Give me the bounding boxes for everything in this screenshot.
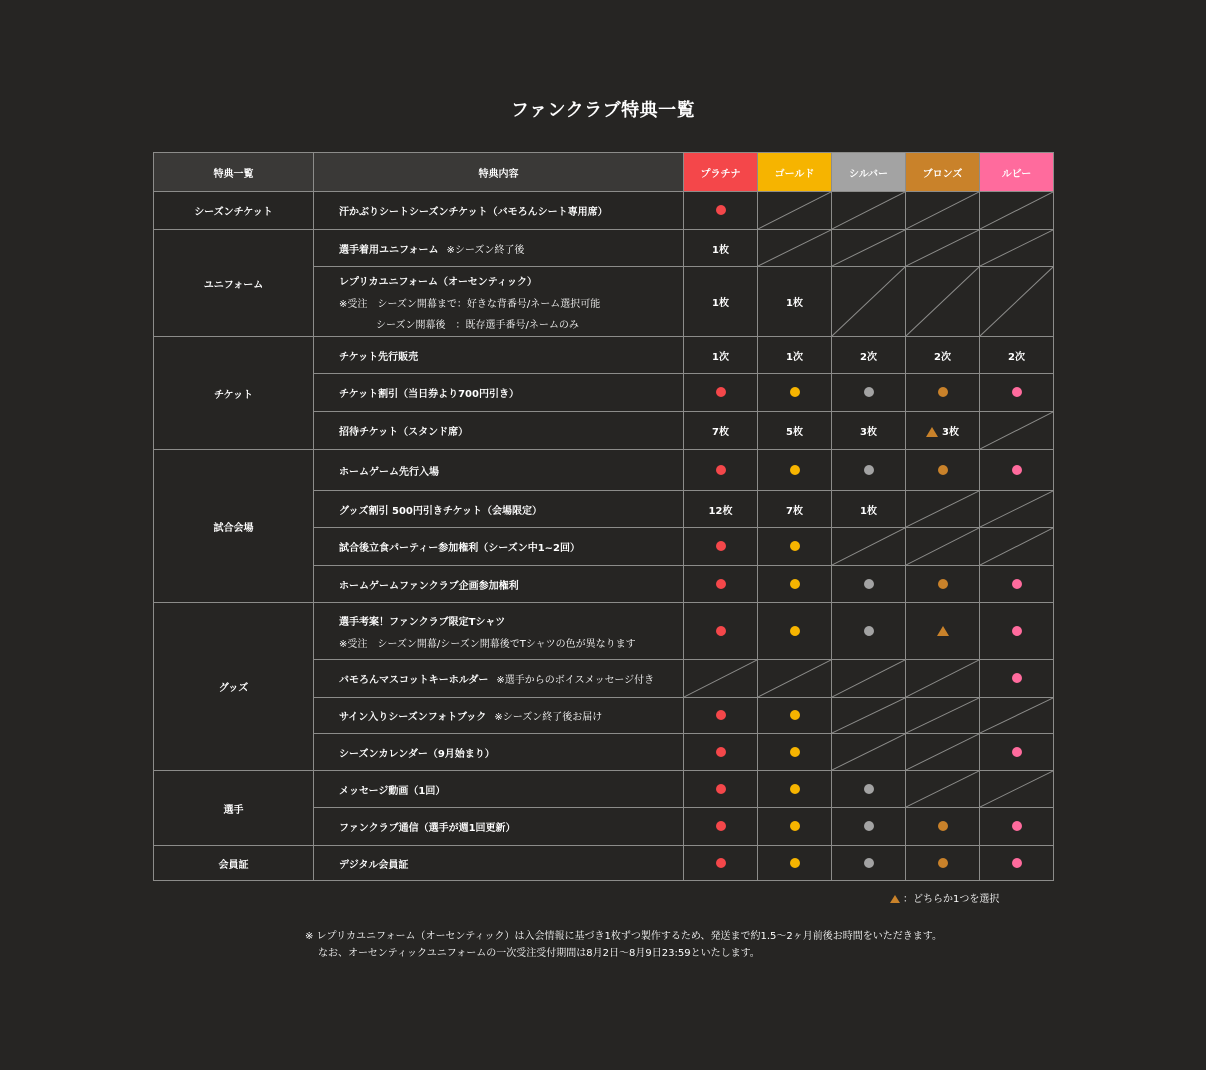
cell-platinum — [684, 192, 758, 230]
dot-icon — [790, 387, 800, 397]
cell-ruby — [980, 566, 1054, 603]
not-available-slash — [832, 698, 905, 733]
not-available-slash — [980, 412, 1053, 449]
cell-value: 2次 — [934, 351, 951, 363]
row-title: 招待チケット（スタンド席） — [339, 427, 469, 438]
cell-gold — [758, 491, 832, 528]
slash-line — [832, 528, 905, 565]
not-available-slash — [758, 230, 831, 266]
not-available-slash — [758, 192, 831, 229]
cell-gold — [758, 660, 832, 698]
cell-platinum — [684, 412, 758, 450]
slash-line — [906, 660, 979, 697]
cell-gold — [758, 337, 832, 374]
dot-icon — [864, 821, 874, 831]
legend — [890, 890, 999, 905]
dot-icon — [1012, 387, 1022, 397]
footnote-line-1: ※ レプリカユニフォーム（オーセンティック）は入会情報に基づき1枚ずつ製作するため、発送まで約1.5〜2ヶ月前後お時間をいただきます。 — [305, 931, 942, 942]
cell-value: 5枚 — [786, 427, 803, 438]
slash-line — [832, 267, 905, 336]
row-desc — [314, 412, 684, 450]
cell-bronze — [906, 337, 980, 374]
not-available-slash — [832, 230, 905, 266]
slash-line — [980, 698, 1053, 733]
row-title: チケット割引（当日券より700円引き） — [339, 389, 519, 400]
cell-ruby — [980, 230, 1054, 267]
tier-bronze: ブロンズ — [906, 153, 980, 192]
dot-icon — [716, 541, 726, 551]
benefits-table — [153, 152, 1054, 881]
cell-ruby — [980, 337, 1054, 374]
cell-bronze — [906, 450, 980, 491]
not-available-slash — [906, 267, 979, 336]
row-title: 汗かぶりシートシーズンチケット（バモろんシート専用席） — [339, 207, 608, 218]
row-note: ※シーズン終了後お届け — [494, 712, 603, 723]
cell-silver — [832, 603, 906, 660]
not-available-slash — [906, 528, 979, 565]
cell-platinum — [684, 846, 758, 881]
cell-value: 1枚 — [860, 505, 877, 517]
cell-platinum — [684, 450, 758, 491]
cell-bronze — [906, 603, 980, 660]
cell-gold — [758, 846, 832, 881]
tier-ruby: ルビー — [980, 153, 1054, 192]
table-row — [154, 846, 1054, 881]
dot-icon — [790, 710, 800, 720]
row-title: ホームゲーム先行入場 — [339, 466, 439, 478]
cell-platinum — [684, 491, 758, 528]
row-note: ※シーズン終了後 — [446, 244, 525, 256]
cell-gold — [758, 566, 832, 603]
row-title: グッズ割引 500円引きチケット（会場限定） — [339, 505, 542, 517]
tier-platinum: プラチナ — [684, 153, 758, 192]
row-title: チケット先行販売 — [339, 351, 419, 363]
cell-gold — [758, 412, 832, 450]
dot-icon — [790, 465, 800, 475]
dot-icon — [716, 579, 726, 589]
cell-ruby — [980, 374, 1054, 412]
row-note-line: ※受注 シーズン開幕/シーズン開幕後でTシャツの色が異なります — [339, 638, 636, 650]
cell-gold — [758, 771, 832, 808]
category-player: 選手 — [154, 771, 314, 846]
row-title: 選手着用ユニフォーム — [339, 244, 439, 256]
cell-bronze — [906, 491, 980, 528]
cell-bronze — [906, 267, 980, 337]
table-row — [154, 771, 1054, 808]
slash-line — [906, 734, 979, 770]
cell-gold — [758, 603, 832, 660]
footnote-line-2: なお、オーセンティックユニフォームの一次受注受付期間は8月2日〜8月9日23:59といたします。 — [318, 948, 760, 959]
not-available-slash — [980, 528, 1053, 565]
footnote — [305, 928, 942, 962]
triangle-icon — [937, 626, 949, 636]
not-available-slash — [906, 192, 979, 229]
slash-line — [906, 267, 979, 336]
cell-platinum — [684, 528, 758, 566]
slash-line — [906, 528, 979, 565]
cell-platinum — [684, 337, 758, 374]
dot-icon — [716, 858, 726, 868]
row-desc — [314, 267, 684, 337]
cell-value: 7枚 — [712, 427, 729, 438]
row-desc — [314, 528, 684, 566]
not-available-slash — [906, 734, 979, 770]
cell-platinum — [684, 771, 758, 808]
row-title: シーズンカレンダー（9月始まり） — [339, 748, 495, 760]
row-title: バモろんマスコットキーホルダー — [339, 675, 489, 686]
cell-silver — [832, 698, 906, 734]
tier-silver: シルバー — [832, 153, 906, 192]
cell-bronze — [906, 230, 980, 267]
slash-line — [832, 660, 905, 697]
slash-line — [906, 230, 979, 266]
cell-gold — [758, 450, 832, 491]
cell-silver — [832, 566, 906, 603]
row-title: ファンクラブ通信（選手が週1回更新） — [339, 823, 516, 834]
row-note-line: ※受注 シーズン開幕まで：好きな背番号/ネーム選択可能 — [339, 298, 601, 310]
category-venue: 試合会場 — [154, 450, 314, 603]
cell-ruby — [980, 846, 1054, 881]
dot-icon — [790, 579, 800, 589]
cell-value: 7枚 — [786, 505, 803, 517]
not-available-slash — [758, 660, 831, 697]
row-note-line: シーズン開幕後 ：既存選手番号/ネームのみ — [376, 319, 579, 331]
not-available-slash — [980, 230, 1053, 266]
dot-icon — [1012, 465, 1022, 475]
cell-silver — [832, 230, 906, 267]
row-title: レプリカユニフォーム（オーセンティック） — [339, 276, 537, 288]
row-note: ※選手からのボイスメッセージ付き — [496, 675, 655, 686]
dot-icon — [1012, 821, 1022, 831]
row-desc — [314, 192, 684, 230]
slash-line — [832, 192, 905, 229]
category-uniform: ユニフォーム — [154, 230, 314, 337]
slash-line — [980, 528, 1053, 565]
triangle-icon — [890, 895, 900, 903]
cell-silver — [832, 412, 906, 450]
cell-silver — [832, 374, 906, 412]
cell-silver — [832, 267, 906, 337]
cell-bronze — [906, 412, 980, 450]
cell-gold — [758, 267, 832, 337]
row-desc — [314, 374, 684, 412]
cell-bronze — [906, 374, 980, 412]
not-available-slash — [906, 698, 979, 733]
dot-icon — [790, 821, 800, 831]
cell-bronze — [906, 808, 980, 846]
cell-bronze — [906, 566, 980, 603]
cell-gold — [758, 808, 832, 846]
slash-line — [832, 230, 905, 266]
cell-platinum — [684, 566, 758, 603]
table-row — [154, 603, 1054, 660]
dot-icon — [1012, 626, 1022, 636]
cell-bronze — [906, 528, 980, 566]
cell-silver — [832, 734, 906, 771]
cell-ruby — [980, 491, 1054, 528]
cell-ruby — [980, 603, 1054, 660]
table-row — [154, 192, 1054, 230]
row-desc — [314, 337, 684, 374]
slash-line — [832, 734, 905, 770]
dot-icon — [716, 626, 726, 636]
slash-line — [684, 660, 757, 697]
cell-gold — [758, 698, 832, 734]
dot-icon — [938, 465, 948, 475]
not-available-slash — [980, 267, 1053, 336]
slash-line — [980, 267, 1053, 336]
row-desc — [314, 846, 684, 881]
not-available-slash — [832, 734, 905, 770]
dot-icon — [864, 784, 874, 794]
slash-line — [980, 192, 1053, 229]
cell-ruby — [980, 192, 1054, 230]
row-desc — [314, 808, 684, 846]
row-desc — [314, 450, 684, 491]
row-title: ホームゲームファンクラブ企画参加権利 — [339, 580, 519, 592]
cell-silver — [832, 660, 906, 698]
not-available-slash — [980, 698, 1053, 733]
cell-bronze — [906, 192, 980, 230]
header-content: 特典内容 — [314, 153, 684, 192]
cell-ruby — [980, 660, 1054, 698]
dot-icon — [1012, 673, 1022, 683]
tier-gold: ゴールド — [758, 153, 832, 192]
slash-line — [980, 491, 1053, 527]
dot-icon — [938, 821, 948, 831]
cell-ruby — [980, 771, 1054, 808]
cell-platinum — [684, 660, 758, 698]
slash-line — [758, 230, 831, 266]
slash-line — [906, 771, 979, 807]
slash-line — [980, 771, 1053, 807]
cell-ruby — [980, 450, 1054, 491]
not-available-slash — [906, 771, 979, 807]
header-row — [154, 153, 1054, 192]
row-desc — [314, 491, 684, 528]
row-desc — [314, 660, 684, 698]
dot-icon — [716, 784, 726, 794]
not-available-slash — [832, 528, 905, 565]
cell-ruby — [980, 808, 1054, 846]
cell-ruby — [980, 412, 1054, 450]
cell-gold — [758, 734, 832, 771]
cell-silver — [832, 808, 906, 846]
dot-icon — [1012, 579, 1022, 589]
cell-ruby — [980, 698, 1054, 734]
row-desc — [314, 698, 684, 734]
cell-platinum — [684, 734, 758, 771]
dot-icon — [716, 205, 726, 215]
category-ticket: チケット — [154, 337, 314, 450]
not-available-slash — [832, 660, 905, 697]
cell-gold — [758, 374, 832, 412]
table-row — [154, 230, 1054, 267]
page-title: ファンクラブ特典一覧 — [510, 100, 696, 121]
category-goods: グッズ — [154, 603, 314, 771]
row-desc — [314, 603, 684, 660]
cell-value: 1枚 — [712, 298, 729, 309]
cell-platinum — [684, 374, 758, 412]
cell-bronze — [906, 698, 980, 734]
cell-ruby — [980, 734, 1054, 771]
dot-icon — [716, 465, 726, 475]
cell-platinum — [684, 808, 758, 846]
cell-platinum — [684, 698, 758, 734]
slash-line — [758, 660, 831, 697]
not-available-slash — [832, 267, 905, 336]
cell-value: 2次 — [860, 351, 877, 363]
cell-silver — [832, 771, 906, 808]
cell-platinum — [684, 230, 758, 267]
cell-silver — [832, 846, 906, 881]
cell-silver — [832, 528, 906, 566]
row-title: 試合後立食パーティー参加権利（シーズン中1~2回） — [339, 543, 580, 554]
not-available-slash — [906, 491, 979, 527]
cell-value: 2次 — [1008, 351, 1025, 363]
dot-icon — [938, 387, 948, 397]
table-row — [154, 450, 1054, 491]
row-title: 選手考案！ファンクラブ限定Tシャツ — [339, 616, 506, 628]
cell-gold — [758, 192, 832, 230]
cell-silver — [832, 450, 906, 491]
dot-icon — [716, 747, 726, 757]
row-title: デジタル会員証 — [339, 859, 409, 871]
dot-icon — [1012, 747, 1022, 757]
not-available-slash — [980, 192, 1053, 229]
table-row — [154, 337, 1054, 374]
cell-silver — [832, 192, 906, 230]
cell-value: 1枚 — [786, 298, 803, 309]
dot-icon — [938, 579, 948, 589]
category-card: 会員証 — [154, 846, 314, 881]
dot-icon — [716, 821, 726, 831]
cell-bronze — [906, 846, 980, 881]
dot-icon — [716, 387, 726, 397]
dot-icon — [864, 858, 874, 868]
row-desc — [314, 566, 684, 603]
not-available-slash — [684, 660, 757, 697]
dot-icon — [790, 747, 800, 757]
cell-bronze — [906, 660, 980, 698]
not-available-slash — [980, 771, 1053, 807]
triangle-icon — [926, 427, 938, 437]
cell-gold — [758, 230, 832, 267]
row-title: サイン入りシーズンフォトブック — [339, 712, 487, 723]
cell-ruby — [980, 528, 1054, 566]
dot-icon — [790, 858, 800, 868]
dot-icon — [864, 626, 874, 636]
not-available-slash — [980, 491, 1053, 527]
header-category: 特典一覧 — [154, 153, 314, 192]
cell-value: 3枚 — [860, 427, 877, 438]
dot-icon — [716, 710, 726, 720]
row-title: メッセージ動画（1回） — [339, 785, 446, 797]
slash-line — [832, 698, 905, 733]
cell-value: 1枚 — [712, 244, 729, 256]
cell-value: 1次 — [786, 351, 803, 363]
dot-icon — [864, 387, 874, 397]
not-available-slash — [832, 192, 905, 229]
dot-icon — [938, 858, 948, 868]
slash-line — [906, 698, 979, 733]
dot-icon — [790, 541, 800, 551]
dot-icon — [1012, 858, 1022, 868]
cell-value: 12枚 — [708, 505, 733, 517]
legend-text: ：どちらか1つを選択 — [903, 894, 1000, 905]
cell-platinum — [684, 603, 758, 660]
slash-line — [980, 412, 1053, 449]
cell-value: 1次 — [712, 351, 729, 363]
dot-icon — [790, 626, 800, 636]
slash-line — [906, 192, 979, 229]
row-desc — [314, 734, 684, 771]
cell-silver — [832, 337, 906, 374]
cell-platinum — [684, 267, 758, 337]
not-available-slash — [906, 230, 979, 266]
slash-line — [980, 230, 1053, 266]
dot-icon — [864, 465, 874, 475]
cell-silver — [832, 491, 906, 528]
cell-bronze — [906, 771, 980, 808]
dot-icon — [864, 579, 874, 589]
cell-gold — [758, 528, 832, 566]
dot-icon — [790, 784, 800, 794]
cell-ruby — [980, 267, 1054, 337]
slash-line — [758, 192, 831, 229]
category-season: シーズンチケット — [154, 192, 314, 230]
row-desc — [314, 771, 684, 808]
row-desc — [314, 230, 684, 267]
cell-value: 3枚 — [942, 427, 959, 438]
not-available-slash — [906, 660, 979, 697]
cell-bronze — [906, 734, 980, 771]
slash-line — [906, 491, 979, 527]
